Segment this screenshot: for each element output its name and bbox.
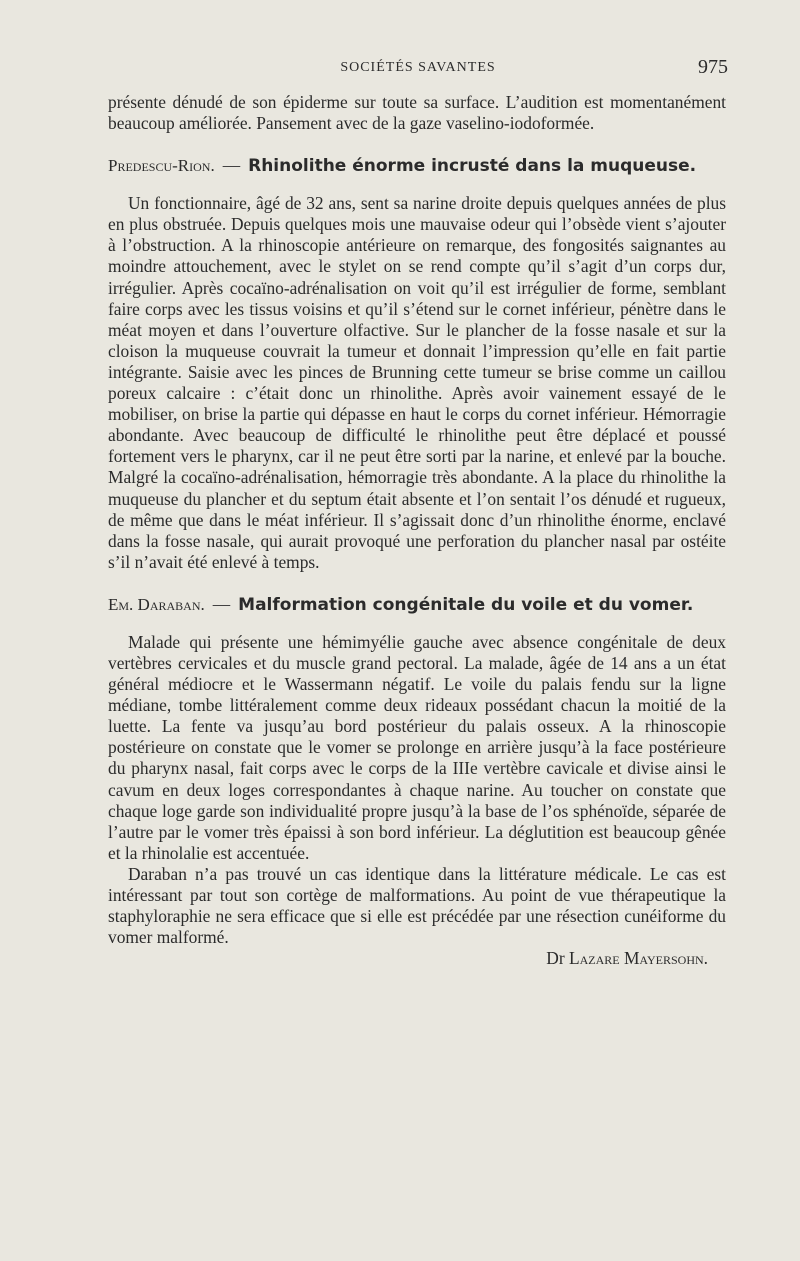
signature-name: Lazare Mayersohn.: [568, 948, 708, 969]
author-signature: [108, 948, 726, 969]
signature-prefix: Dr: [546, 948, 565, 969]
section-paragraph: Un fonctionnaire, âgé de 32 ans, sent sa narine droite depuis quelques années de plus en plus obstruée. Depuis quelques mois une mauvaise odeur qui l’obsède vient s’ajouter à l’obstruction. A la rhinoscopie antérieure on remarque, des fongosités saignantes au moindre attouchement, avec le stylet on se rend compte qu’il s’agit d’un corps dur, irrégulier. Après cocaïno-adrénalisation on voit qu’il est irrégulier de forme, semblant faire corps avec les tissus voisins et qu’il s’étend sur le cornet inférieur, pénètre dans le méat moyen et dans l’ouverture olfactive. Sur le plancher de la fosse nasale et sur la cloison la muqueuse couvrait la tumeur et donnait l’impression qu’elle en fait partie intégrante. Saisie avec les pinces de Brunning cette tumeur se brise comme un caillou poreux calcaire : c’était donc un rhinolithe. Après avoir vainement essayé de le mobiliser, on brise la partie qui dépasse en haut le corps du cornet inférieur. Hémorragie abondante. Avec beaucoup de difficulté le rhinolithe peut être déplacé et poussé fortement vers le pharynx, car il ne peut être sorti par la narine, et enlevé par la bouche. Malgré la cocaïno-adrénalisation, hémorragie très abondante. A la place du rhinolithe la muqueuse du plancher et du septum était absente et l’on sentait l’os dénudé et rugueux, de même que dans le méat inférieur. Il s’agissait donc d’un rhinolithe énorme, enclavé dans la fosse nasale, qui aurait provoqué une perforation du plancher nasal par ostéite s’il n’avait été enlevé à temps.: [108, 193, 726, 572]
section-heading-rhinolithe: [108, 154, 726, 177]
section-author: Predescu-Rion.: [108, 156, 215, 176]
section-paragraph: Daraban n’a pas trouvé un cas identique dans la littérature médicale. Le cas est intéressant par tout son cortège de malformations. Au point de vue thérapeutique la staphyloraphie ne sera efficace que si elle est précédée par une résection cunéiforme du vomer malformé.: [108, 863, 726, 948]
page-number: 975: [698, 56, 728, 78]
heading-dash: —: [212, 593, 231, 614]
section-author: Em. Daraban.: [108, 594, 205, 614]
article-body: [108, 92, 726, 969]
running-head: SOCIÉTÉS SAVANTES: [340, 60, 496, 75]
heading-dash: —: [222, 155, 241, 176]
continuation-paragraph: présente dénudé de son épiderme sur toute sa surface. L’audition est momentanément beaucoup améliorée. Pansement avec de la gaze vaselino-iodoformée.: [108, 92, 726, 134]
section-title: Rhinolithe énorme incrusté dans la muqueuse.: [248, 156, 697, 177]
section-title: Malformation congénitale du voile et du vomer.: [238, 594, 694, 615]
page-header: [108, 58, 728, 80]
section-heading-malformation: [108, 593, 726, 616]
section-paragraph: Malade qui présente une hémimyélie gauche avec absence congénitale de deux vertèbres cervicales et du muscle grand pectoral. La malade, âgée de 14 ans a un état général médiocre et le Wassermann négatif. Le voile du palais fendu sur la ligne médiane, tombe littéralement comme deux rideaux possédant chacun la moitié de la luette. La fente va jusqu’au bord postérieur du palais osseux. A la rhinoscopie postérieure on constate que le vomer se prolonge en arrière jusqu’à la face postérieure du pharynx nasal, fait corps avec le corps de la IIIe vertèbre cavicale et divise ainsi le cavum en deux loges correspondantes à chaque narine. Au toucher on constate que chaque loge garde son individualité propre jusqu’à la base de l’os sphénoïde, séparée de l’autre par le vomer très épaissi à son bord inférieur. La déglutition est beaucoup gênée et la rhinolalie est accentuée.: [108, 631, 726, 863]
